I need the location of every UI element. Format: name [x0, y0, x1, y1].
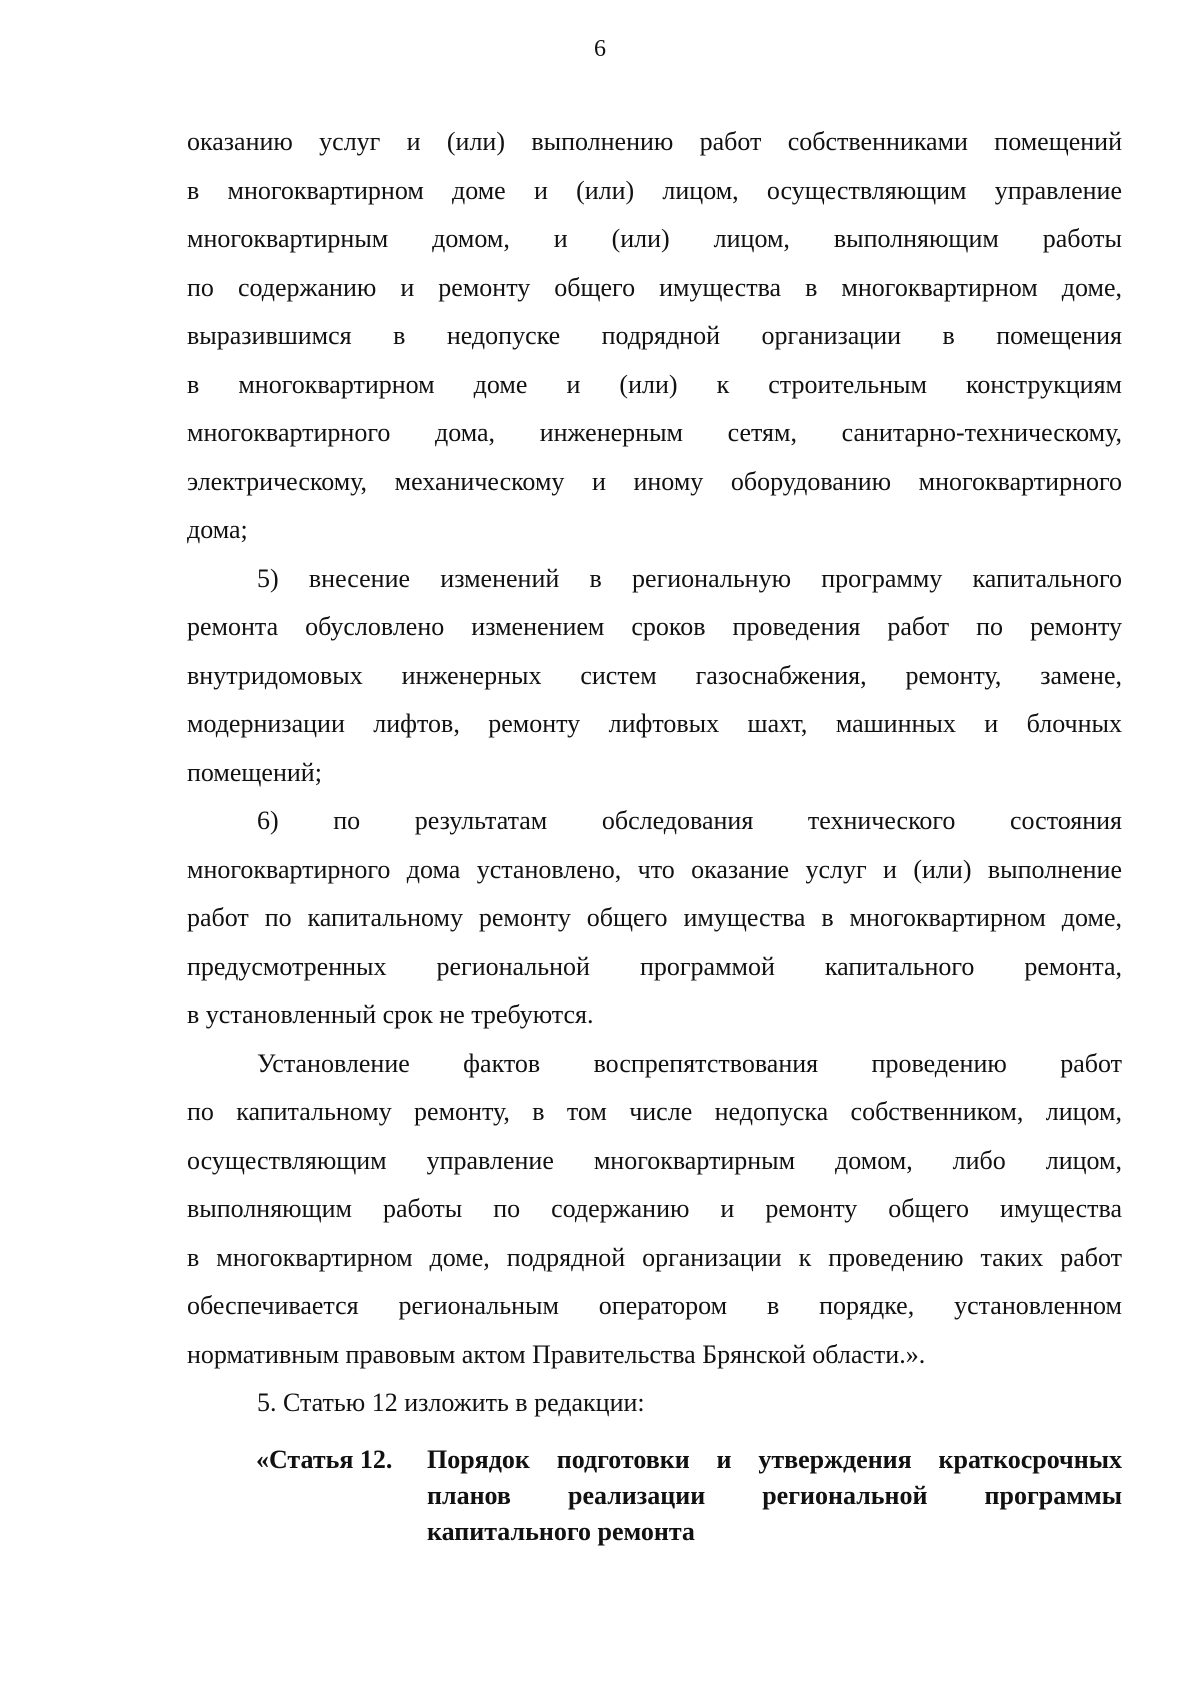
text-line: осуществляющим управление многоквартирным домом, либо лицом,: [187, 1145, 1122, 1175]
text-line: по капитальному ремонту, в том числе недопуска собственником, лицом,: [187, 1097, 1122, 1126]
body-text: [187, 118, 1122, 1428]
text-line: в многоквартирном доме, подрядной организации к проведению таких работ: [187, 1242, 1122, 1272]
article-title-line: Порядок подготовки и утверждения краткосрочных: [427, 1445, 1122, 1474]
text-line: нормативным правовым актом Правительства Брянской области.».: [187, 1339, 926, 1369]
text-line: в установленный срок не требуются.: [187, 1000, 594, 1029]
text-line: в многоквартирном доме и (или) лицом, осуществляющим управление: [187, 175, 1122, 205]
text-line: ремонта обусловлено изменением сроков проведения работ по ремонту: [187, 612, 1122, 641]
text-line: выполняющим работы по содержанию и ремонту общего имущества: [187, 1194, 1122, 1223]
text-line: по содержанию и ремонту общего имущества в многоквартирном доме,: [187, 272, 1122, 302]
text-line: оказанию услуг и (или) выполнению работ собственниками помещений: [187, 127, 1122, 156]
paragraph-item-5: [187, 555, 1122, 798]
paragraph-amendment-instruction: [187, 1379, 1122, 1428]
text-line: электрическому, механическому и иному оборудованию многоквартирного: [187, 466, 1122, 496]
text-line: многоквартирным домом, и (или) лицом, выполняющим работы: [187, 224, 1122, 253]
text-line: модернизации лифтов, ремонту лифтовых шахт, машинных и блочных: [187, 709, 1122, 738]
text-line: 5. Статью 12 изложить в редакции:: [257, 1388, 645, 1417]
text-line: выразившимся в недопуске подрядной организации в помещения: [187, 321, 1122, 350]
text-line: дома;: [187, 515, 248, 544]
paragraph-establishment: [187, 1040, 1122, 1380]
article-title-line: капитального ремонта: [427, 1517, 695, 1546]
text-line: многоквартирного дома установлено, что оказание услуг и (или) выполнение: [187, 854, 1122, 884]
text-line: в многоквартирном доме и (или) к строительным конструкциям: [187, 369, 1122, 399]
text-line: предусмотренных региональной программой капитального ремонта,: [187, 951, 1122, 981]
page-number: 6: [594, 36, 606, 62]
text-line: внутридомовых инженерных систем газоснабжения, ремонту, замене,: [187, 660, 1122, 690]
article-title-line: планов реализации региональной программы: [427, 1481, 1122, 1510]
text-line: помещений;: [187, 757, 322, 787]
text-line: работ по капитальному ремонту общего имущества в многоквартирном доме,: [187, 903, 1122, 932]
paragraph-item-6: [187, 797, 1122, 1040]
text-line: 6) по результатам обследования технического состояния: [257, 806, 1122, 835]
article-label: «Статья 12.: [256, 1445, 393, 1474]
paragraph-continuation: [187, 118, 1122, 555]
text-line: 5) внесение изменений в региональную программу капитального: [257, 563, 1122, 593]
article-title: [427, 1442, 1122, 1550]
text-line: Установление фактов воспрепятствования проведению работ: [257, 1048, 1122, 1078]
text-line: многоквартирного дома, инженерным сетям, санитарно-техническому,: [187, 418, 1122, 447]
text-line: обеспечивается региональным оператором в порядке, установленном: [187, 1291, 1122, 1320]
